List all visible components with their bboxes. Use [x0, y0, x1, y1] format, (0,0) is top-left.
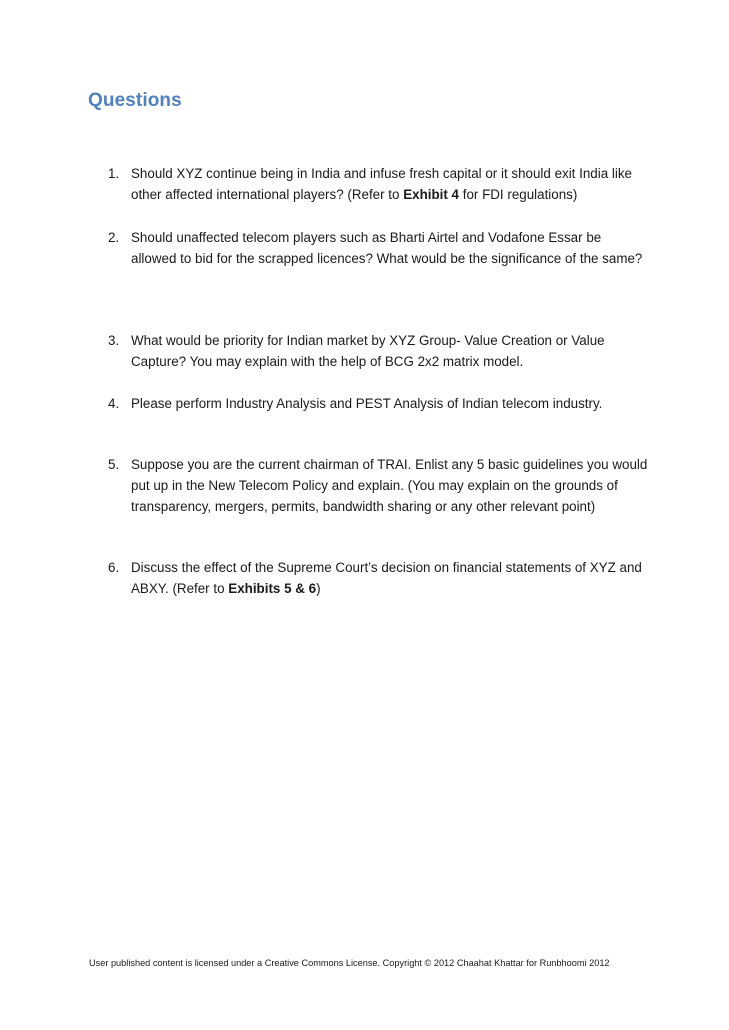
question-text	[131, 330, 648, 372]
question-text	[131, 163, 648, 205]
question-text-part: for FDI regulations)	[459, 187, 578, 202]
question-text-part: Please perform Industry Analysis and PEST Analysis of Indian telecom industry.	[131, 396, 603, 411]
exhibit-reference: Exhibits 5 & 6	[228, 581, 317, 596]
question-number: 2.	[108, 230, 120, 245]
question-text	[131, 454, 648, 517]
question-text-part: )	[316, 581, 321, 596]
question-text	[131, 557, 648, 599]
question-number: 4.	[108, 396, 120, 411]
question-text-part: Should unaffected telecom players such as Bharti Airtel and Vodafone Essar be allowed to bid for the scrapped licences? What would be the significance of the same?	[131, 230, 643, 266]
question-text-part: Suppose you are the current chairman of TRAI. Enlist any 5 basic guidelines you would put up in the New Telecom Policy and explain. (You may explain on the grounds of transparency, mergers, permits, bandwidth sharing or any other relevant point)	[131, 457, 648, 514]
question-number: 3.	[108, 333, 120, 348]
question-number: 5.	[108, 457, 120, 472]
question-number: 6.	[108, 560, 120, 575]
question-text	[131, 393, 648, 414]
question-text	[131, 227, 648, 269]
exhibit-reference: Exhibit 4	[403, 187, 459, 202]
question-text-part: What would be priority for Indian market by XYZ Group- Value Creation or Value Capture? You may explain with the help of BCG 2x2 matrix model.	[131, 333, 605, 369]
question-number: 1.	[108, 166, 120, 181]
license-footer: User published content is licensed under a Creative Commons License. Copyright © 2012 Chaahat Khattar for Runbhoomi 2012	[89, 958, 610, 968]
question-text-part: Should XYZ continue being in India and infuse fresh capital or it should exit India like other affected international players? (Refer to	[131, 166, 632, 202]
page-heading: Questions	[88, 90, 182, 111]
question-text-part: Discuss the effect of the Supreme Court’s decision on financial statements of XYZ and ABXY. (Refer to	[131, 560, 642, 596]
